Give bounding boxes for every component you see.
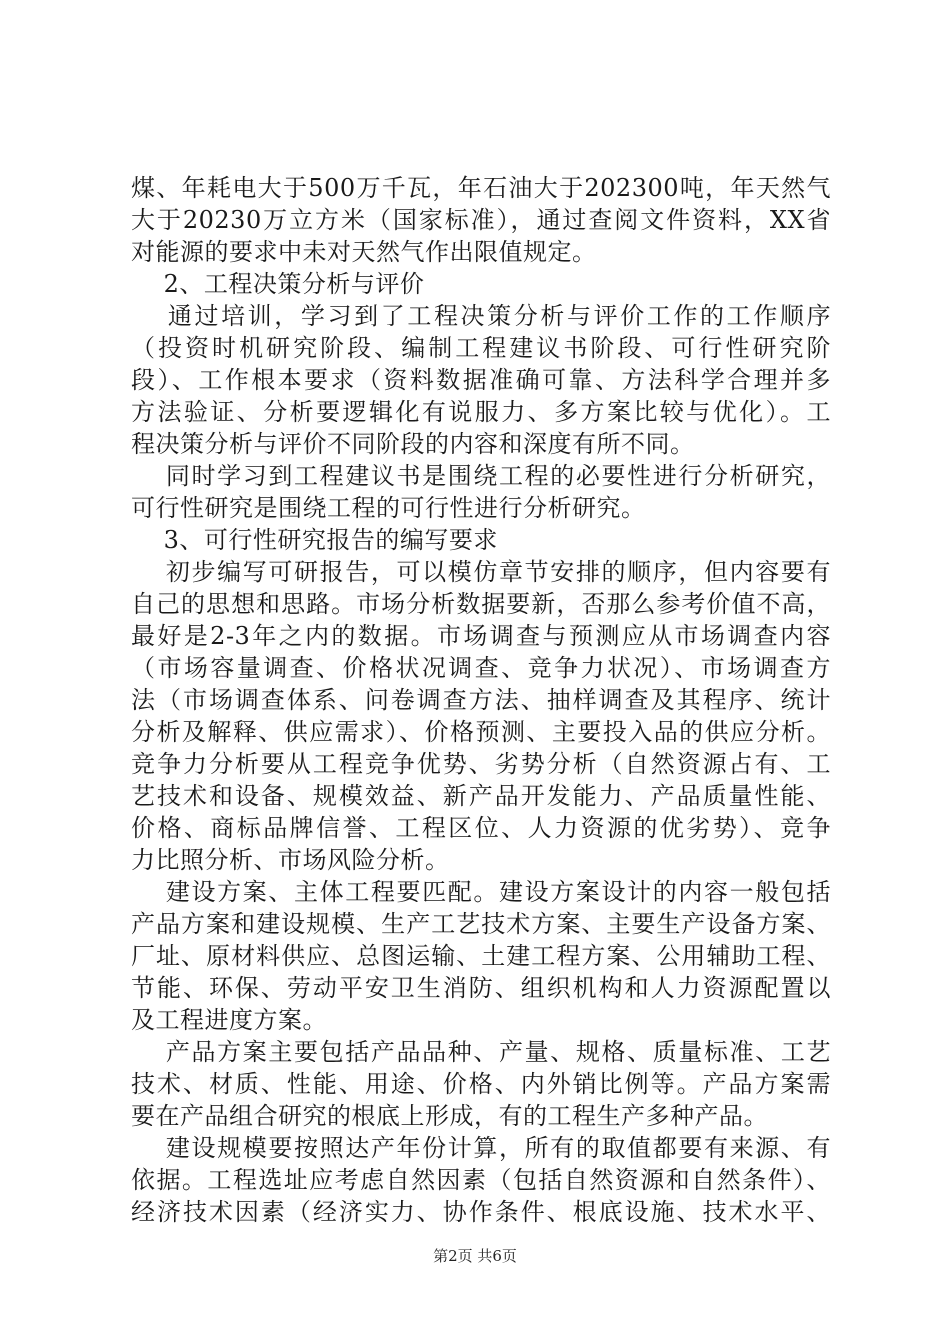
text-line: （市场容量调查、价格状况调查、竞争力状况）、市场调查方 bbox=[131, 654, 831, 682]
text-line: 产品方案和建设规模、生产工艺技术方案、主要生产设备方案、 bbox=[131, 910, 831, 938]
text-line: 艺技术和设备、规模效益、新产品开发能力、产品质量性能、 bbox=[131, 782, 831, 810]
text-line: 力比照分析、市场风险分析。 bbox=[131, 846, 450, 874]
text-line: 自己的思想和思路。市场分析数据要新，否那么参考价值不高， bbox=[131, 590, 831, 618]
text-line: 通过培训，学习到了工程决策分析与评价工作的工作顺序 bbox=[131, 302, 831, 330]
text-line: 煤、年耗电大于500万千瓦，年石油大于202300吨，年天然气 bbox=[131, 174, 831, 202]
text-line: 对能源的要求中未对天然气作出限值规定。 bbox=[131, 238, 597, 266]
text-line: 要在产品组合研究的根底上形成，有的工程生产多种产品。 bbox=[131, 1102, 768, 1130]
text-line: 最好是2-3年之内的数据。市场调查与预测应从市场调查内容 bbox=[131, 622, 831, 650]
text-line: 方法验证、分析要逻辑化有说服力、多方案比较与优化）。工 bbox=[131, 398, 831, 426]
text-line: 依据。工程选址应考虑自然因素（包括自然资源和自然条件）、 bbox=[131, 1166, 831, 1194]
text-line: 法（市场调查体系、问卷调查方法、抽样调查及其程序、统计 bbox=[131, 686, 831, 714]
text-line: 及工程进度方案。 bbox=[131, 1006, 327, 1034]
text-line: 建设方案、主体工程要匹配。建设方案设计的内容一般包括 bbox=[131, 878, 831, 906]
text-line: 建设规模要按照达产年份计算，所有的取值都要有来源、有 bbox=[131, 1134, 831, 1162]
text-line: 产品方案主要包括产品品种、产量、规格、质量标准、工艺 bbox=[131, 1038, 831, 1066]
text-line: 程决策分析与评价不同阶段的内容和深度有所不同。 bbox=[131, 430, 695, 458]
text-line: 3、可行性研究报告的编写要求 bbox=[131, 526, 498, 554]
text-line: （投资时机研究阶段、编制工程建议书阶段、可行性研究阶 bbox=[131, 334, 831, 362]
text-line: 节能、环保、劳动平安卫生消防、组织机构和人力资源配置以 bbox=[131, 974, 831, 1002]
text-line: 厂址、原材料供应、总图运输、土建工程方案、公用辅助工程、 bbox=[131, 942, 831, 970]
document-body bbox=[131, 172, 831, 1228]
text-line: 大于20230万立方米（国家标准），通过查阅文件资料，XX省 bbox=[131, 206, 831, 234]
text-line: 可行性研究是围绕工程的可行性进行分析研究。 bbox=[131, 494, 646, 522]
text-line: 价格、商标品牌信誉、工程区位、人力资源的优劣势）、竞争 bbox=[131, 814, 831, 842]
text-line: 同时学习到工程建议书是围绕工程的必要性进行分析研究， bbox=[131, 462, 831, 490]
text-line: 分析及解释、供应需求）、价格预测、主要投入品的供应分析。 bbox=[131, 718, 831, 746]
text-line: 经济技术因素（经济实力、协作条件、根底设施、技术水平、 bbox=[131, 1198, 831, 1226]
page-footer: 第2页 共6页 bbox=[433, 1247, 517, 1265]
text-line: 段）、工作根本要求（资料数据准确可靠、方法科学合理并多 bbox=[131, 366, 831, 394]
text-line: 技术、材质、性能、用途、价格、内外销比例等。产品方案需 bbox=[131, 1070, 831, 1098]
text-line: 2、工程决策分析与评价 bbox=[131, 270, 425, 298]
text-line: 初步编写可研报告，可以模仿章节安排的顺序，但内容要有 bbox=[131, 558, 831, 586]
text-line: 竞争力分析要从工程竞争优势、劣势分析（自然资源占有、工 bbox=[131, 750, 831, 778]
